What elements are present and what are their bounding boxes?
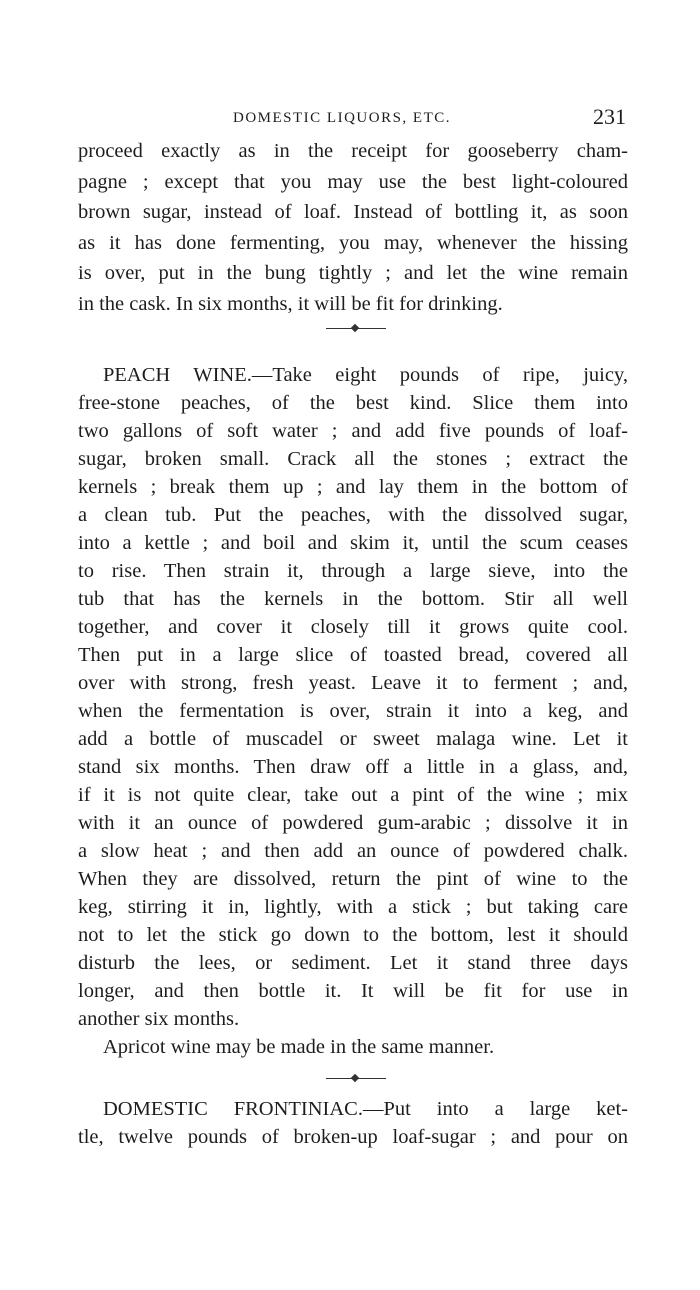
text-line: sugar, broken small. Crack all the stones ; extract the bbox=[78, 448, 628, 470]
section-divider bbox=[326, 328, 386, 329]
text-line: if it is not quite clear, take out a pint of the wine ; mix bbox=[78, 784, 628, 806]
running-title: DOMESTIC LIQUORS, ETC. bbox=[233, 110, 452, 126]
text-line: another six months. bbox=[78, 1008, 240, 1030]
text-line: longer, and then bottle it. It will be fit for use in bbox=[78, 980, 628, 1002]
peach-wine-paragraph bbox=[78, 361, 628, 1033]
apricot-note-paragraph bbox=[78, 1033, 628, 1061]
text-line: two gallons of soft water ; and add five pounds of loaf- bbox=[78, 420, 628, 442]
page-number: 231 bbox=[593, 104, 626, 129]
text-line: Then put in a large slice of toasted bread, covered all bbox=[78, 644, 628, 666]
text-line: tle, twelve pounds of broken-up loaf-sugar ; and pour on bbox=[78, 1126, 628, 1148]
text-line: stand six months. Then draw off a little in a glass, and, bbox=[78, 756, 628, 778]
text-line: When they are dissolved, return the pint of wine to the bbox=[78, 868, 628, 890]
text-line: not to let the stick go down to the bottom, lest it should bbox=[78, 924, 628, 946]
frontiniac-paragraph bbox=[78, 1095, 628, 1151]
text-line: keg, stirring it in, lightly, with a stick ; but taking care bbox=[78, 896, 628, 918]
continuation-paragraph bbox=[78, 136, 628, 319]
text-line: pagne ; except that you may use the best light-coloured bbox=[78, 170, 628, 193]
text-line: PEACH WINE.—Take eight pounds of ripe, juicy, bbox=[103, 364, 628, 386]
page-header bbox=[78, 104, 628, 134]
text-line: free-stone peaches, of the best kind. Slice them into bbox=[78, 392, 628, 414]
text-line: is over, put in the bung tightly ; and let the wine remain bbox=[78, 262, 628, 284]
text-line: with it an ounce of powdered gum-arabic ; dissolve it in bbox=[78, 812, 628, 834]
text-line: together, and cover it closely till it grows quite cool. bbox=[78, 616, 628, 638]
text-line: brown sugar, instead of loaf. Instead of bottling it, as soon bbox=[78, 201, 628, 223]
text-line: proceed exactly as in the receipt for gooseberry cham- bbox=[78, 140, 628, 162]
text-line: tub that has the kernels in the bottom. Stir all well bbox=[78, 588, 628, 610]
text-line: DOMESTIC FRONTINIAC.—Put into a large ket- bbox=[103, 1098, 628, 1120]
text-line: add a bottle of muscadel or sweet malaga wine. Let it bbox=[78, 728, 628, 750]
text-line: kernels ; break them up ; and lay them in the bottom of bbox=[78, 476, 628, 498]
text-line: Apricot wine may be made in the same manner. bbox=[103, 1036, 495, 1058]
text-line: over with strong, fresh yeast. Leave it to ferment ; and, bbox=[78, 672, 628, 694]
text-line: disturb the lees, or sediment. Let it stand three days bbox=[78, 952, 628, 974]
text-line: to rise. Then strain it, through a large sieve, into the bbox=[78, 560, 628, 582]
text-line: a clean tub. Put the peaches, with the dissolved sugar, bbox=[78, 504, 628, 526]
text-line: in the cask. In six months, it will be fit for drinking. bbox=[78, 292, 503, 315]
section-divider bbox=[326, 1078, 386, 1079]
text-line: into a kettle ; and boil and skim it, until the scum ceases bbox=[78, 532, 628, 554]
text-line: a slow heat ; and then add an ounce of powdered chalk. bbox=[78, 840, 628, 862]
text-line: as it has done fermenting, you may, whenever the hissing bbox=[78, 231, 628, 254]
text-line: when the fermentation is over, strain it into a keg, and bbox=[78, 700, 628, 722]
